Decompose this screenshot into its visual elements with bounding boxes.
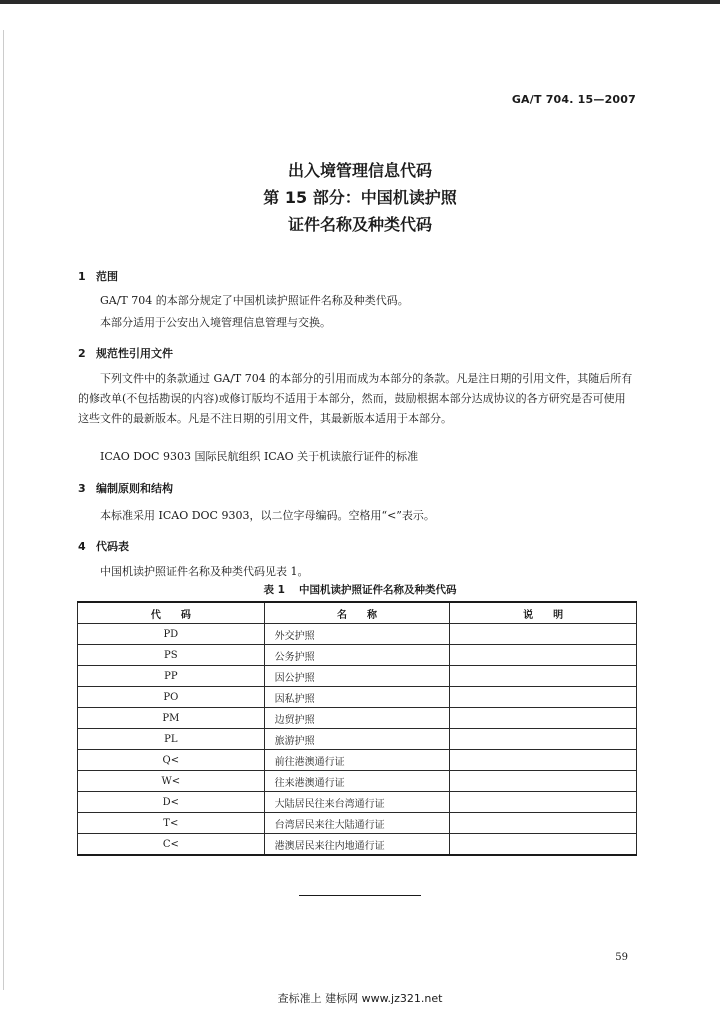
code-table xyxy=(77,601,637,856)
top-border xyxy=(0,0,720,4)
row-name: 因私护照 xyxy=(264,687,450,708)
footer-watermark: 查标准上 建标网 www.jz321.net xyxy=(277,992,443,1005)
standard-code: GA/T 704. 15—2007 xyxy=(511,93,636,106)
row-note xyxy=(450,624,637,645)
row-note xyxy=(450,687,637,708)
section-3-paragraph-1: 本标准采用 ICAO DOC 9303，以二位字母编码。空格用“<”表示。 xyxy=(100,509,435,522)
section-1-heading xyxy=(78,268,118,284)
table-row xyxy=(78,729,637,750)
row-note xyxy=(450,750,637,771)
table-row xyxy=(78,792,637,813)
table-row xyxy=(78,834,637,856)
table-row xyxy=(78,708,637,729)
end-rule xyxy=(299,895,421,896)
header-code: 代 码 xyxy=(78,602,265,624)
header-note: 说 明 xyxy=(450,602,637,624)
row-note xyxy=(450,666,637,687)
row-code: D< xyxy=(78,792,265,813)
row-code: PL xyxy=(78,729,265,750)
section-title: 编制原则和结构 xyxy=(96,482,173,495)
table-label: 表 1 xyxy=(263,584,285,596)
row-code: T< xyxy=(78,813,265,834)
section-3-heading xyxy=(78,480,173,496)
row-code: PM xyxy=(78,708,265,729)
title-line-1: 出入境管理信息代码 xyxy=(287,161,432,180)
row-code: W< xyxy=(78,771,265,792)
row-note xyxy=(450,792,637,813)
row-note xyxy=(450,771,637,792)
row-code: PO xyxy=(78,687,265,708)
row-note xyxy=(450,729,637,750)
row-note xyxy=(450,813,637,834)
row-name: 往来港澳通行证 xyxy=(264,771,450,792)
row-code: PS xyxy=(78,645,265,666)
row-note xyxy=(450,834,637,856)
row-note xyxy=(450,708,637,729)
table-row xyxy=(78,687,637,708)
row-note xyxy=(450,645,637,666)
section-number: 3 xyxy=(78,482,86,495)
table-caption xyxy=(0,582,720,597)
section-2-paragraph-1: 下列文件中的条款通过 GA/T 704 的本部分的引用而成为本部分的条款。凡是注日期的引用文件，其随后所有的修改单(不包括勘误的内容)或修订版均不适用于本部分，然而，鼓励根据本部分达成协议的各方研究是否可使用这些文件的最新版本。凡是不注日期的引用文件，其最新版本适用于本部分。 xyxy=(78,372,633,425)
page-number: 59 xyxy=(615,952,628,963)
row-name: 台湾居民来往大陆通行证 xyxy=(264,813,450,834)
header-name: 名 称 xyxy=(264,602,450,624)
section-number: 2 xyxy=(78,347,86,360)
table-caption-text: 中国机读护照证件名称及种类代码 xyxy=(298,584,457,596)
row-name: 大陆居民往来台湾通行证 xyxy=(264,792,450,813)
row-code: PP xyxy=(78,666,265,687)
table-header-row xyxy=(78,602,637,624)
table-row xyxy=(78,624,637,645)
row-code: PD xyxy=(78,624,265,645)
row-code: Q< xyxy=(78,750,265,771)
row-name: 前往港澳通行证 xyxy=(264,750,450,771)
section-number: 4 xyxy=(78,540,86,553)
row-name: 因公护照 xyxy=(264,666,450,687)
table-row xyxy=(78,645,637,666)
title-line-3: 证件名称及种类代码 xyxy=(287,215,432,234)
row-name: 外交护照 xyxy=(264,624,450,645)
section-4-paragraph-1: 中国机读护照证件名称及种类代码见表 1。 xyxy=(100,565,309,578)
row-code: C< xyxy=(78,834,265,856)
table-row xyxy=(78,771,637,792)
section-1-paragraph-2: 本部分适用于公安出入境管理信息管理与交换。 xyxy=(100,316,331,329)
row-name: 旅游护照 xyxy=(264,729,450,750)
table-row xyxy=(78,813,637,834)
section-1-paragraph-1: GA/T 704 的本部分规定了中国机读护照证件名称及种类代码。 xyxy=(100,294,409,307)
table-row xyxy=(78,666,637,687)
row-name: 港澳居民来往内地通行证 xyxy=(264,834,450,856)
row-name: 边贸护照 xyxy=(264,708,450,729)
section-title: 范围 xyxy=(96,270,118,283)
row-name: 公务护照 xyxy=(264,645,450,666)
title-line-2: 第 15 部分：中国机读护照 xyxy=(263,188,457,207)
section-2-reference: ICAO DOC 9303 国际民航组织 ICAO 关于机读旅行证件的标准 xyxy=(100,450,419,463)
section-number: 1 xyxy=(78,270,86,283)
section-title: 代码表 xyxy=(96,540,129,553)
section-title: 规范性引用文件 xyxy=(96,347,173,360)
table-row xyxy=(78,750,637,771)
section-2-heading xyxy=(78,345,173,361)
section-4-heading xyxy=(78,538,129,554)
